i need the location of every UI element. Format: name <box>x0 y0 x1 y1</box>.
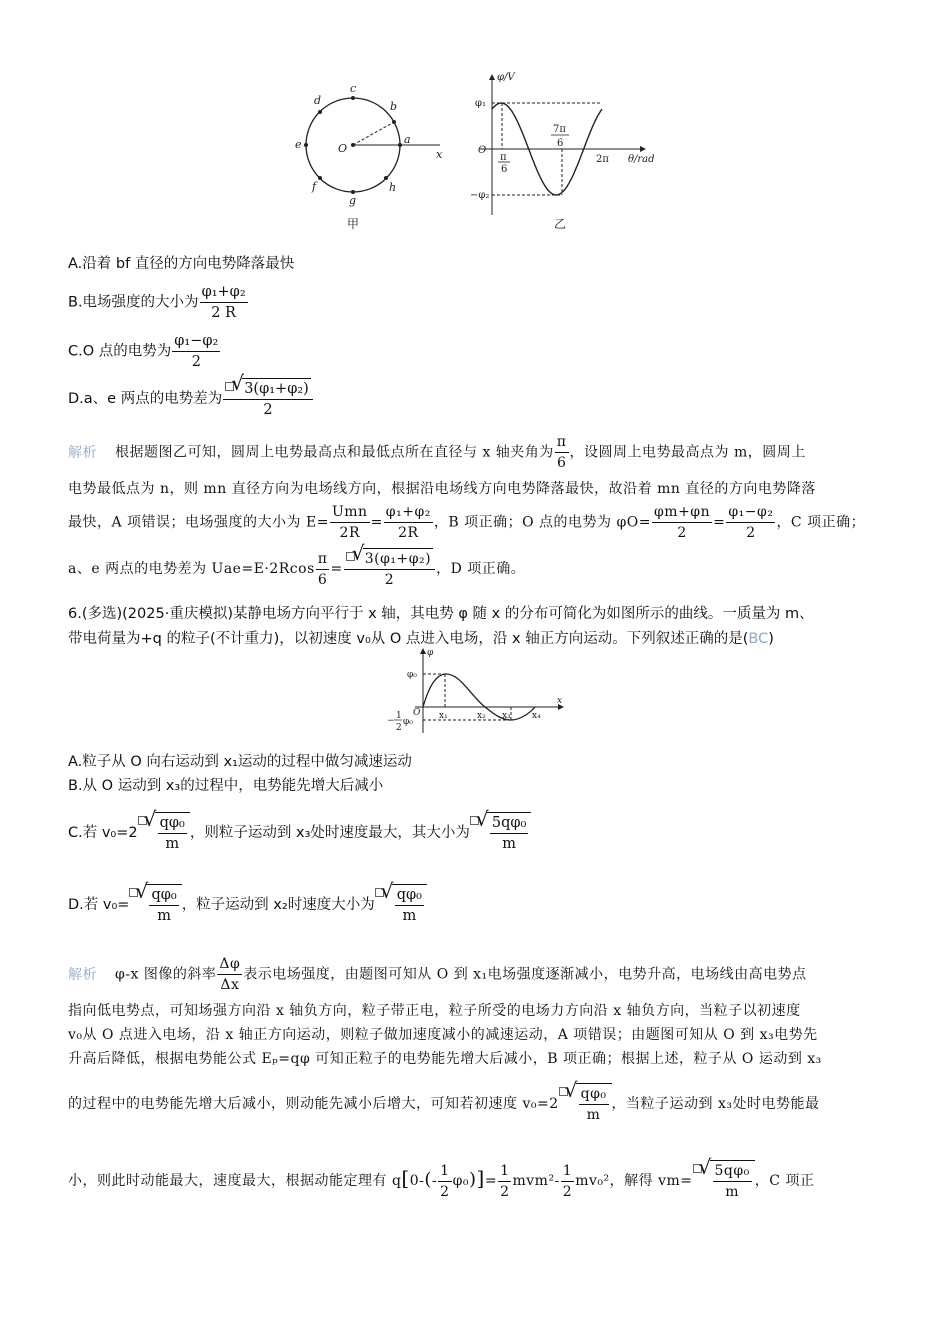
origin-o-label: O <box>413 708 421 718</box>
label-c: c <box>350 82 357 95</box>
label-x: x <box>436 148 443 161</box>
phi0-label: φ₀ <box>407 670 417 680</box>
q5-d-frac: √ $\frac{\text{3(φ₁+φ₂)}}{2}$ <box>223 378 313 420</box>
x4-label: x₄ <box>532 711 541 721</box>
tick2-num: 7π <box>553 124 566 135</box>
q5-d-text: D.a、e 两点的电势差为 <box>68 391 223 407</box>
x-axis-label: x <box>557 696 563 706</box>
x3-label: x₃ <box>502 711 511 721</box>
q5-option-c <box>68 331 221 372</box>
q5-c-text: C.O 点的电势为 <box>68 343 172 360</box>
sol6-line6: 小，则此时动能最大，速度最大，根据动能定理有 q[0-(- $\frac{1}{2}$ φ₀)]= $\frac{1}{2}$ mvm²- $\frac{1}{2}$ mv₀²，解得 vm= √ $\frac{\text{5qφ₀}}{m}$ ，C 项正 <box>68 1160 814 1202</box>
q6-option-c: C.若 v₀=2 √ $\frac{\text{qφ₀}}{m}$ ，则粒子运动到 x₃处时速度最大，其大小为 √ $\frac{\text{5qφ₀}}{m}$ <box>68 812 531 854</box>
phi0-neg-label: φ₀ <box>403 717 413 727</box>
q6-option-a: A.粒子从 O 向右运动到 x₁运动的过程中做匀减速运动 <box>68 754 412 770</box>
half-num: 1 <box>396 711 402 721</box>
figure-phi-x <box>385 645 575 740</box>
q5-option-b <box>68 282 249 323</box>
label-a: a <box>404 133 411 146</box>
q6-answer: BC <box>748 631 769 647</box>
label-g: g <box>349 194 357 207</box>
sol5-line4: a、e 两点的电势差为 Uae=E·2Rcos $\frac{\pi}{6}$ = √ $\frac{\text{3(φ₁+φ₂)}}{2}$ ，D 项正确。 <box>68 548 525 590</box>
label-h: h <box>389 181 397 194</box>
tick3-label: 2π <box>596 154 609 165</box>
label-d: d <box>314 94 322 107</box>
x2-label: x₂ <box>477 711 486 721</box>
caption-jia: 甲 <box>347 217 360 231</box>
q5-option-d <box>68 378 314 420</box>
q6-option-b: B.从 O 运动到 x₃的过程中，电势能先增大后减小 <box>68 778 384 794</box>
sol6-tag: 解析 <box>68 966 97 983</box>
label-e: e <box>295 138 302 151</box>
phi2-label: −φ₂ <box>470 190 490 201</box>
sol6-line2: 指向低电势点，可知场强方向沿 x 轴负方向，粒子带正电，粒子所受的电场力方向沿 x 轴负方向，当粒子以初速度 <box>68 1003 801 1019</box>
q5-b-frac: $\frac{\text{φ₁+φ₂}}{2 R}$ <box>201 284 246 321</box>
sol6-line3: v₀从 O 点进入电场，沿 x 轴正方向运动，则粒子做加速度减小的减速运动，A 项错误；由题图可知从 O 到 x₃电势先 <box>68 1027 818 1043</box>
tick1-den: 6 <box>501 164 508 175</box>
phi-axis-label: φ <box>427 648 434 658</box>
q5-option-a: A.沿着 bf 直径的方向电势降落最快 <box>68 256 295 272</box>
q5-b-text: B.电场强度的大小为 <box>68 294 199 311</box>
label-f: f <box>312 180 317 193</box>
sol6-line1: 解析 φ-x 图像的斜率 $\frac{\Delta\varphi}{\Delta x}$ 表示电场强度，由题图可知从 O 到 x₁电场强度逐渐减小，电势升高，电场线由高电势点 <box>68 956 807 993</box>
figure-potential-curve <box>470 70 660 240</box>
q5-c-frac: $\frac{\text{φ₁−φ₂}}{2}$ <box>174 333 219 370</box>
tick1-num: π <box>500 152 507 163</box>
origin-label: O <box>478 145 487 156</box>
axis-y-label: φ/V <box>497 72 515 83</box>
axis-x-label: θ/rad <box>628 154 655 165</box>
tick2-den: 6 <box>557 138 564 149</box>
q6-option-d: D.若 v₀= √ $\frac{\text{qφ₀}}{m}$ ，粒子运动到 x₂时速度大小为 √ $\frac{\text{qφ₀}}{m}$ <box>68 884 427 926</box>
figure-circle <box>290 80 460 240</box>
half-den: 2 <box>396 723 402 733</box>
neg-sign: − <box>387 716 395 726</box>
label-b: b <box>390 100 398 113</box>
sol5-line1: 解析 根据题图乙可知，圆周上电势最高点和最低点所在直径与 x 轴夹角为 $\frac{\pi}{6}$ ，设圆周上电势最高点为 m，圆周上 <box>68 434 806 471</box>
sol6-line4: 升高后降低，根据电势能公式 Eₚ=qφ 可知正粒子的电势能先增大后减小，B 项正确；根据上述，粒子从 O 运动到 x₃ <box>68 1051 822 1067</box>
sol5-tag: 解析 <box>68 444 97 461</box>
sol5-line2: 电势最低点为 n，则 mn 直径方向为电场线方向，根据沿电场线方向电势降落最快，故沿着 mn 直径的方向电势降落 <box>68 481 816 497</box>
phi1-label: φ₁ <box>475 98 487 109</box>
caption-yi: 乙 <box>554 217 567 231</box>
x1-label: x₁ <box>439 711 448 721</box>
sol5-line3: 最快，A 项错误；电场强度的大小为 E= $\frac{\text{Umn}}{2R}$ = $\frac{\text{φ₁+φ₂}}{2R}$ ，B 项正确；O 点的电势为 φO= $\frac{\varphi m+\varphi n}{2}$ = $\frac{\text{φ₁−φ₂}}{2}$ ，C 项正确； <box>68 504 866 541</box>
q6-stem-line1: 6.(多选)(2025·重庆模拟)某静电场方向平行于 x 轴，其电势 φ 随 x 的分布可简化为如图所示的曲线。一质量为 m、 <box>68 606 814 622</box>
sol6-line5: 的过程中的电势能先增大后减小，则动能先减小后增大，可知若初速度 v₀=2 √ $\frac{\text{qφ₀}}{m}$ ，当粒子运动到 x₃处时电势能最 <box>68 1083 819 1125</box>
label-o: O <box>338 142 348 155</box>
q6-stem-line2: 带电荷量为+q 的粒子(不计重力)，以初速度 v₀从 O 点进入电场，沿 x 轴正方向运动。下列叙述正确的是(BC) <box>68 631 774 647</box>
